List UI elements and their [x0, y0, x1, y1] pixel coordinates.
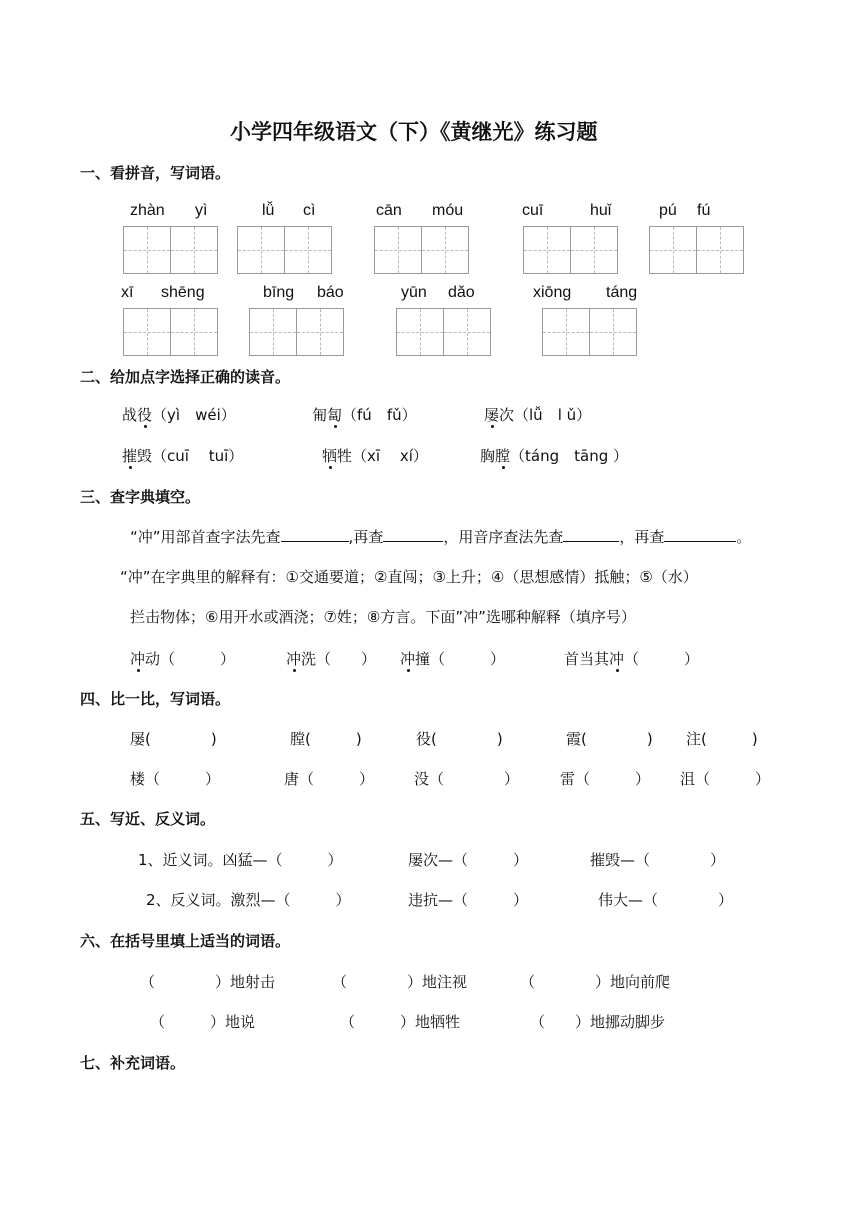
pinyin: yūn [401, 284, 427, 301]
tianzige-box[interactable] [649, 226, 744, 274]
compare-item: 没（ ） [414, 770, 520, 788]
fill-item: （ ）地牺牲 [340, 1013, 461, 1031]
pinyin: báo [317, 284, 344, 301]
tianzige-box[interactable] [396, 308, 491, 356]
tianzige-box[interactable] [249, 308, 344, 356]
page-title: 小学四年级语文（下）《黄继光》练习题 [230, 120, 598, 144]
reading-item: 匍匐（fú fǔ） [312, 406, 417, 424]
section-5-heading: 五、写近、反义词。 [80, 810, 216, 828]
reading-item: 牺牲（xī xí） [322, 447, 428, 465]
fill-item: （ ）地挪动脚步 [530, 1013, 666, 1031]
pinyin: táng [606, 284, 638, 301]
tianzige-box[interactable] [123, 308, 218, 356]
tianzige-box[interactable] [523, 226, 618, 274]
fill-item: （ ）地注视 [332, 973, 468, 991]
pinyin: yì [195, 202, 208, 219]
compare-item: 屡( ) [130, 730, 217, 748]
pinyin: cì [303, 202, 316, 219]
synonym-item: 屡次—（ ） [408, 851, 529, 869]
pinyin: xī [121, 284, 134, 301]
compare-item: 楼（ ） [130, 770, 221, 788]
meaning-item: 冲洗（ ） [286, 650, 377, 668]
reading-item: 摧毁（cuī tuī） [122, 447, 244, 465]
antonym-item: 伟大—（ ） [598, 891, 734, 909]
reading-item: 战役（yì wéi） [122, 406, 236, 424]
antonym-item: 2、反义词。激烈—（ ） [146, 891, 351, 909]
section-4-heading: 四、比一比，写词语。 [80, 690, 231, 708]
tianzige-box[interactable] [374, 226, 469, 274]
meaning-item: 首当其冲（ ） [564, 650, 700, 668]
fill-blank[interactable] [664, 527, 736, 542]
reading-item: 屡次（lǚ l ǔ） [484, 406, 592, 424]
pinyin: huǐ [590, 202, 612, 219]
pinyin: cuī [522, 202, 544, 219]
tianzige-box[interactable] [542, 308, 637, 356]
fill-blank[interactable] [281, 527, 349, 542]
fill-item: （ ）地射击 [140, 973, 276, 991]
pinyin: shēng [161, 284, 205, 301]
compare-item: 沮（ ） [680, 770, 771, 788]
pinyin: cān [376, 202, 402, 219]
pinyin: bīng [263, 284, 295, 301]
pinyin: xiōng [533, 284, 572, 301]
definition-text: 拦击物体；⑥用开水或酒浇；⑦姓；⑧方言。下面”冲”选哪种解释（填序号） [130, 608, 636, 626]
meaning-item: 冲撞（ ） [400, 650, 506, 668]
synonym-item: 摧毁—（ ） [590, 851, 726, 869]
definition-text: “冲”在字典里的解释有：①交通要道；②直闯；③上升；④（思想感情）抵触；⑤（水） [120, 568, 698, 586]
compare-item: 注( ) [686, 730, 758, 748]
pinyin: pú [659, 202, 677, 219]
pinyin: lǚ [262, 202, 275, 219]
synonym-item: 1、近义词。凶猛—（ ） [138, 851, 343, 869]
section-6-heading: 六、在括号里填上适当的词语。 [80, 932, 291, 950]
pinyin: móu [432, 202, 464, 219]
fill-blank[interactable] [563, 527, 619, 542]
pinyin: zhàn [130, 202, 165, 219]
pinyin: dǎo [448, 284, 475, 301]
fill-item: （ ）地说 [150, 1013, 256, 1031]
antonym-item: 违抗—（ ） [408, 891, 529, 909]
compare-item: 唐（ ） [284, 770, 375, 788]
fill-blank[interactable] [383, 527, 443, 542]
fill-item: （ ）地向前爬 [520, 973, 671, 991]
compare-item: 雷（ ） [560, 770, 651, 788]
tianzige-box[interactable] [237, 226, 332, 274]
section-7-heading: 七、补充词语。 [80, 1054, 186, 1072]
section-3-heading: 三、查字典填空。 [80, 488, 201, 506]
compare-item: 役( ) [416, 730, 503, 748]
section-2-heading: 二、给加点字选择正确的读音。 [80, 368, 291, 386]
pinyin: fú [697, 202, 711, 219]
section-1-heading: 一、看拼音，写词语。 [80, 164, 231, 182]
dictionary-fill-line: “冲”用部首查字法先查 ,再查 ，用音序查法先查 ，再查 。 [130, 528, 752, 546]
reading-item: 胸膛（táng tāng ） [480, 447, 629, 465]
tianzige-box[interactable] [123, 226, 218, 274]
compare-item: 霞( ) [566, 730, 653, 748]
meaning-item: 冲动（ ） [130, 650, 236, 668]
compare-item: 膛( ) [290, 730, 362, 748]
